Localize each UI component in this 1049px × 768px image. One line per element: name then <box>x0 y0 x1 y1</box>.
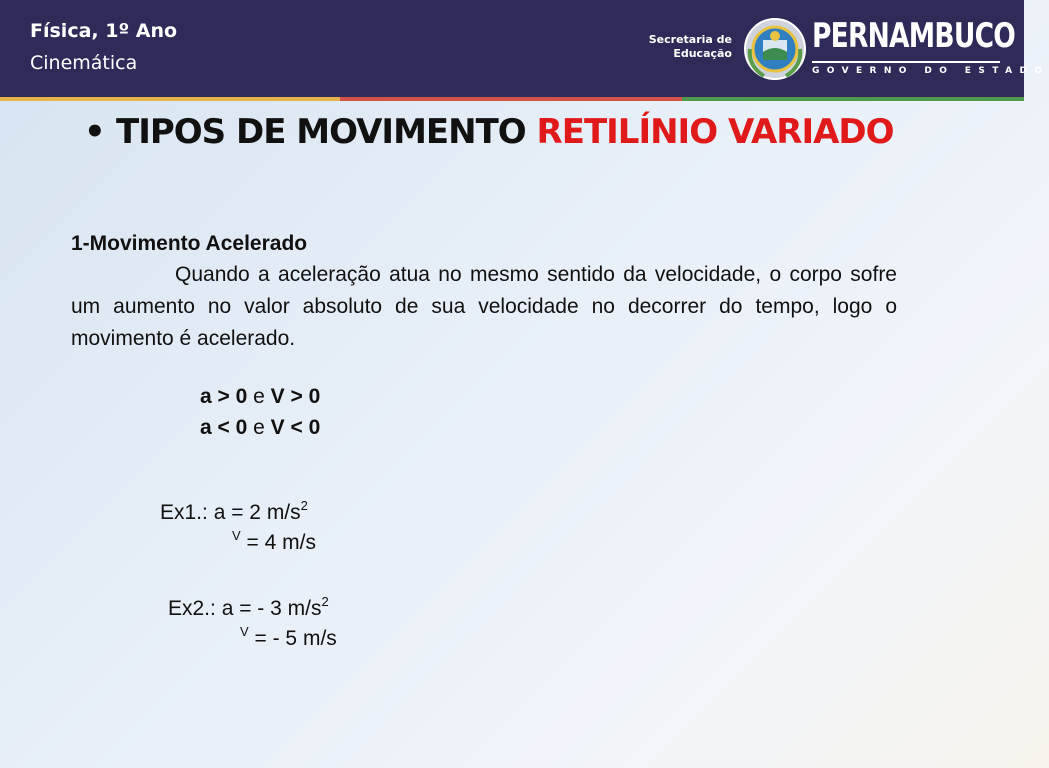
secretaria-label: Secretaria de Educação <box>648 33 732 60</box>
divider <box>812 61 1000 63</box>
bullet-icon: • <box>84 112 105 152</box>
condition-line: a > 0 e V > 0 <box>200 385 321 408</box>
state-name: PERNAMBUCO <box>812 16 1016 56</box>
slide-title <box>84 112 894 152</box>
header-bar <box>0 0 1049 97</box>
course-label: Física, 1º Ano <box>30 20 178 42</box>
stripe-green <box>682 97 1024 101</box>
title-part2: RETILÍNIO VARIADO <box>536 112 894 152</box>
example-2-velocity: $^V$ = - 5 m/s <box>240 624 337 650</box>
section-heading: 1-Movimento Acelerado <box>71 232 308 255</box>
government-label: GOVERNO DO ESTADO <box>812 66 1049 76</box>
topic-label: Cinemática <box>30 52 138 74</box>
title-part1: TIPOS DE MOVIMENTO <box>116 112 526 152</box>
stripe-yellow <box>0 97 340 101</box>
section-paragraph: Quando a aceleração atua no mesmo sentido da velocidade, o corpo sofre um aumento no valor absoluto de sua velocidade no decorrer do tempo, logo o movimento é acelerado. <box>71 263 897 350</box>
state-crest-logo <box>744 16 806 82</box>
example-1-velocity: $^V$ = 4 m/s <box>232 528 316 554</box>
example-1-acceleration: Ex1.: a = 2 $m/s^2$ <box>160 498 308 524</box>
stripe-red <box>340 97 682 101</box>
condition-line: a < 0 e V < 0 <box>200 416 321 439</box>
example-2-acceleration: Ex2.: a = - 3 $m/s^2$ <box>168 594 329 620</box>
